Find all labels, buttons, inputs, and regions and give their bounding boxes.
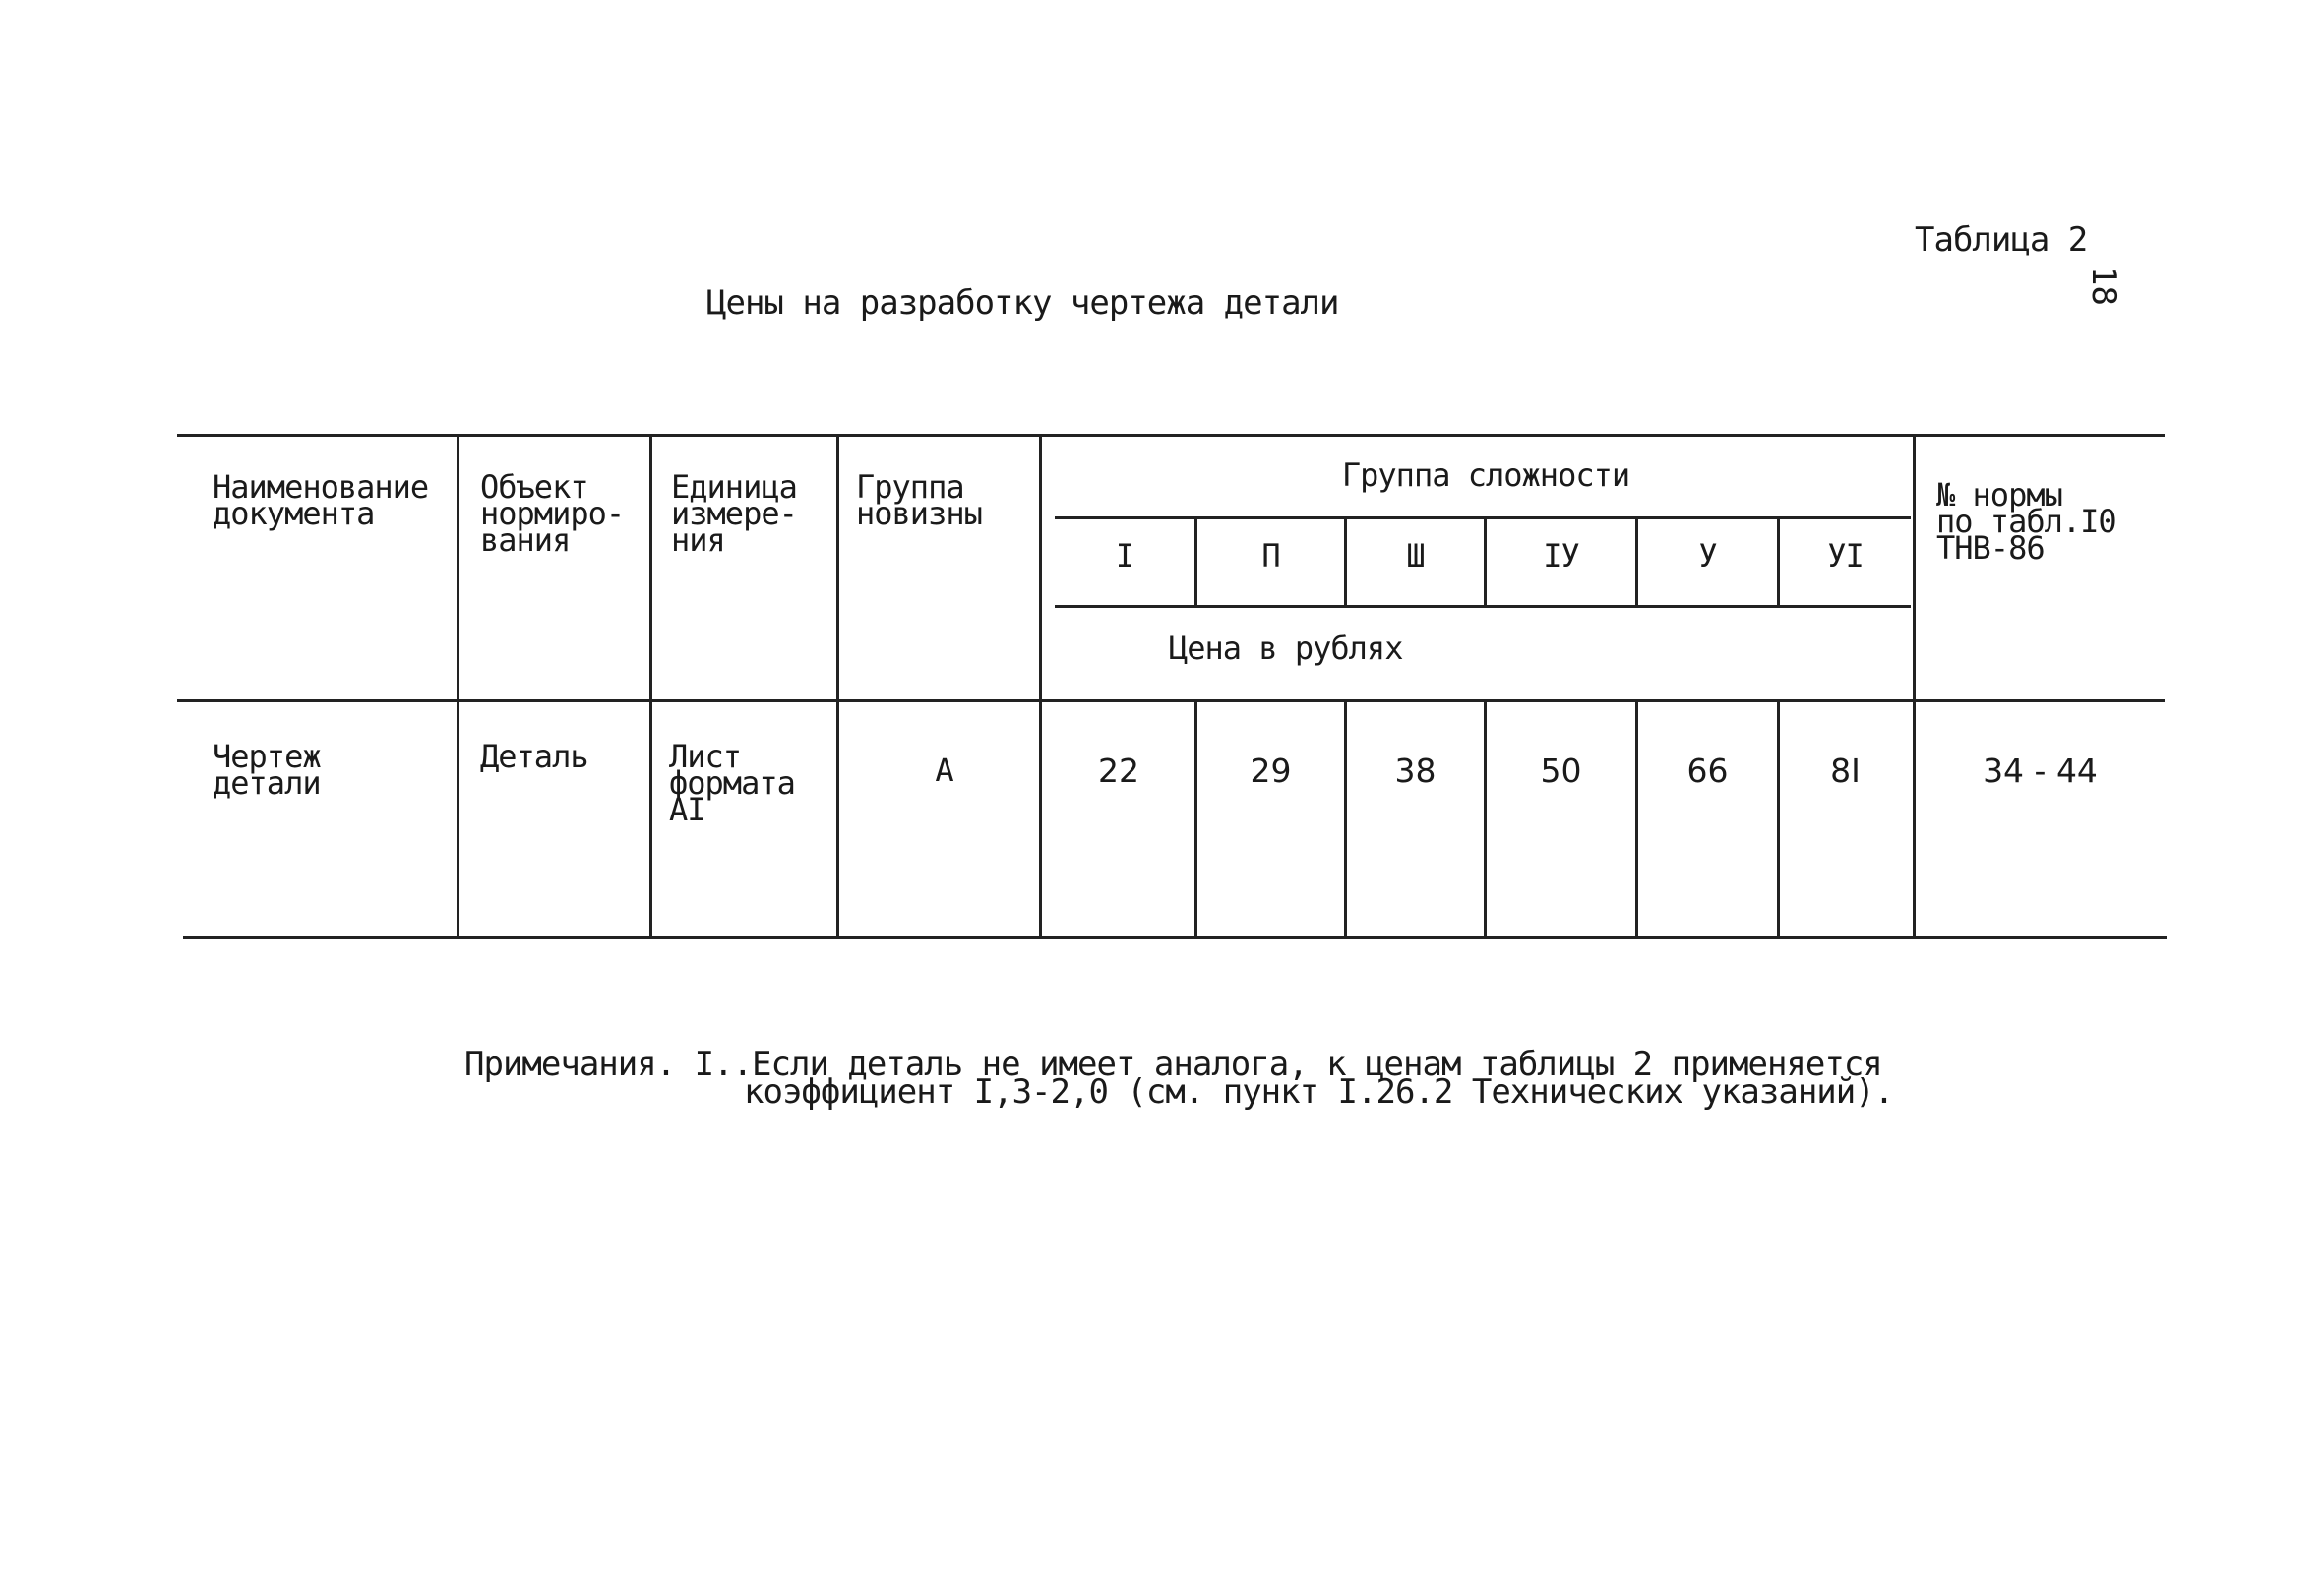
price-divider: [1777, 699, 1780, 939]
header-novelty-group: Группа новизны: [856, 468, 982, 532]
cell-document-name: Чертеж детали: [213, 738, 321, 802]
header-norm-ref: № нормы по табл.I0 ТНВ-86: [1936, 476, 2116, 567]
cell-price: 22: [1098, 752, 1139, 790]
header-level: IУ: [1543, 537, 1579, 574]
header-level: I: [1115, 537, 1134, 574]
notes: [464, 1045, 1894, 1112]
header-level: П: [1261, 537, 1280, 574]
cell-novelty-group: А: [935, 752, 953, 789]
page-number: 18: [2084, 266, 2123, 306]
cell-norm-ref: 34 - 44: [1983, 752, 2098, 790]
levels-rule: [1055, 605, 1911, 608]
document-title: Цены на разработку чертежа детали: [706, 283, 1339, 323]
col-divider: [649, 434, 652, 939]
header-document-name: Наименование документа: [213, 468, 429, 532]
table-top-rule: [177, 434, 2165, 437]
col-divider: [1913, 434, 1916, 939]
price-divider: [1484, 699, 1487, 939]
cell-unit: Лист формата AI: [669, 738, 795, 828]
complexity-header-rule: [1055, 516, 1911, 519]
price-divider: [1194, 699, 1197, 939]
header-price-caption: Цена в рублях: [1169, 630, 1403, 667]
notes-line-2: коэффициент I,3-2,0 (см. пункт I.26.2 Технических указаний).: [744, 1072, 1894, 1112]
cell-price: 29: [1250, 752, 1292, 790]
price-divider: [1635, 699, 1638, 939]
header-object: Объект нормиро- вания: [480, 468, 625, 559]
notes-line-1: Примечания. I..Если деталь не имеет аналога, к ценам таблицы 2 применяется: [464, 1045, 1882, 1084]
header-bottom-rule: [177, 699, 2165, 702]
header-level: УI: [1827, 537, 1864, 574]
cell-price: 38: [1394, 752, 1437, 790]
table-bottom-rule: [183, 936, 2167, 939]
cell-price: 66: [1686, 752, 1729, 790]
header-level: Ш: [1406, 537, 1425, 574]
cell-price: 8I: [1830, 752, 1861, 790]
col-divider: [836, 434, 839, 939]
col-divider: [457, 434, 459, 939]
price-divider: [1344, 699, 1347, 939]
header-unit: Единица измере- ния: [671, 468, 797, 559]
header-complexity-group: Группа сложности: [1341, 456, 1630, 494]
cell-object: Деталь: [480, 738, 588, 775]
cell-price: 50: [1540, 752, 1582, 790]
col-divider: [1039, 434, 1042, 939]
header-level: У: [1698, 537, 1717, 574]
table-label: Таблица 2: [1915, 220, 2088, 260]
